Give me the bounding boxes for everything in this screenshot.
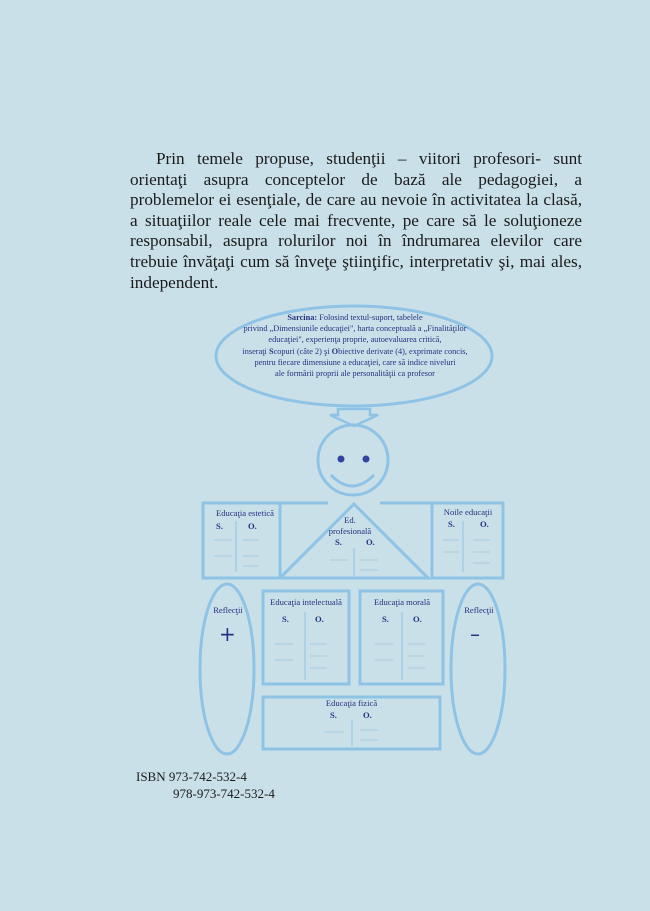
task-text: Sarcina: Folosind textul-suport, tabelele privind „Dimensiunile educaţiei", harta conceptuală a „Finalităţilor educaţiei", experienţa proprie, autoevaluarea critică, inseraţi Scopuri (câte 2) şi Obiective derivate (4), exprimate concis, pentru fiecare dimensiune a educaţiei, care să indice niveluri ale formării proprii ale personalităţii ca profesor <box>242 313 468 379</box>
morala-o: O. <box>413 614 422 624</box>
plus-sign: + <box>219 622 236 646</box>
label-reflectii-right: Reflecţii <box>464 605 494 615</box>
label-fizica: Educaţia fizică <box>325 698 378 708</box>
smiley-eye-left <box>338 456 345 463</box>
prof-s: S. <box>335 537 342 547</box>
label-intelectuala: Educaţia intelectuală <box>270 597 342 607</box>
label-estetica: Educaţia estetică <box>216 508 274 518</box>
label-morala: Educaţia morală <box>373 597 431 607</box>
down-arrow <box>330 409 378 426</box>
intelectuala-s: S. <box>282 614 289 624</box>
estetica-s: S. <box>216 521 223 531</box>
isbn-13: 978-973-742-532-4 <box>173 786 275 801</box>
smiley-eye-right <box>363 456 370 463</box>
label-noile: Noile educaţii <box>443 507 493 517</box>
noile-s: S. <box>448 519 455 529</box>
label-reflectii-left: Reflecţii <box>213 605 243 615</box>
isbn-10: ISBN 973-742-532-4 <box>136 769 247 784</box>
noile-o: O. <box>480 519 489 529</box>
label-prof-line1: Ed. <box>344 515 356 525</box>
label-prof-line2: profesională <box>328 526 372 536</box>
morala-s: S. <box>382 614 389 624</box>
minus-sign: – <box>470 622 480 646</box>
task-label: Sarcina: <box>287 313 318 322</box>
fizica-s: S. <box>330 710 337 720</box>
prof-o: O. <box>366 537 375 547</box>
smiley-mouth <box>331 475 374 486</box>
intelectuala-o: O. <box>315 614 324 624</box>
fizica-o: O. <box>363 710 372 720</box>
intro-paragraph: Prin temele propuse, studenţii – viitori profesori- sunt orientaţi asupra conceptelor de bază ale pedagogiei, a problemelor ei esenţiale, de care au nevoie în activitatea la clasă, a situaţiilor reale cele mai frecvente, pe care să le soluţioneze responsabil, asupra rolurilor noi în îndrumarea elevilor care trebuie învăţaţi cum să înveţe ştiinţific, interpretativ şi, mai ales, independent. <box>130 149 582 292</box>
estetica-o: O. <box>248 521 257 531</box>
